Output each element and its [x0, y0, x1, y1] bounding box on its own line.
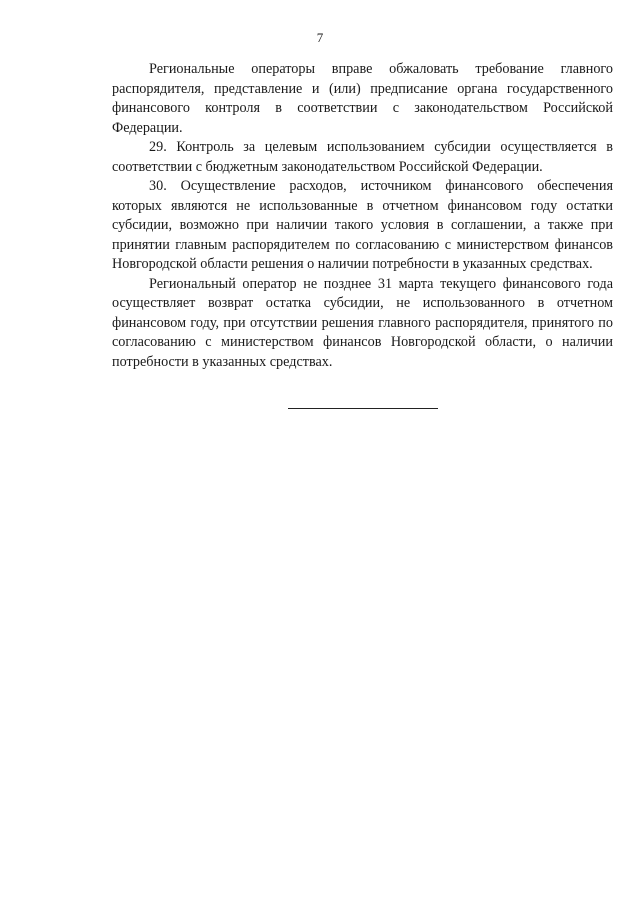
paragraph-30-expenses: 30. Осуществление расходов, источником финансового обеспечения которых являются не использованные в отчетном финансовом году остатки субсидии, возможно при наличии такого условия в соглашении, а также при принятии главным распорядителем по согласованию с министерством финансов Новгородской области решения о наличии потребности в указанных средствах.: [112, 178, 613, 272]
paragraph-appeal-rights: Региональные операторы вправе обжаловать требование главного распорядителя, представление и (или) предписание органа государственного финансового контроля в соответствии с законодательством Российской Федерации.: [112, 61, 613, 136]
paragraph-return-of-balance: Региональный оператор не позднее 31 марта текущего финансового года осуществляет возврат остатка субсидии, не использованного в отчетном финансовом году, при отсутствии решения главного распорядителя, принятого по согласованию с министерством финансов Новгородской области, о наличии потребности в указанных средствах.: [112, 275, 613, 370]
document-body: [112, 60, 613, 372]
page-number: 7: [316, 30, 324, 45]
paragraph-29-control: 29. Контроль за целевым использованием субсидии осуществляется в соответствии с бюджетным законодательством Российской Федерации.: [112, 139, 613, 175]
end-separator-line: [288, 408, 438, 409]
